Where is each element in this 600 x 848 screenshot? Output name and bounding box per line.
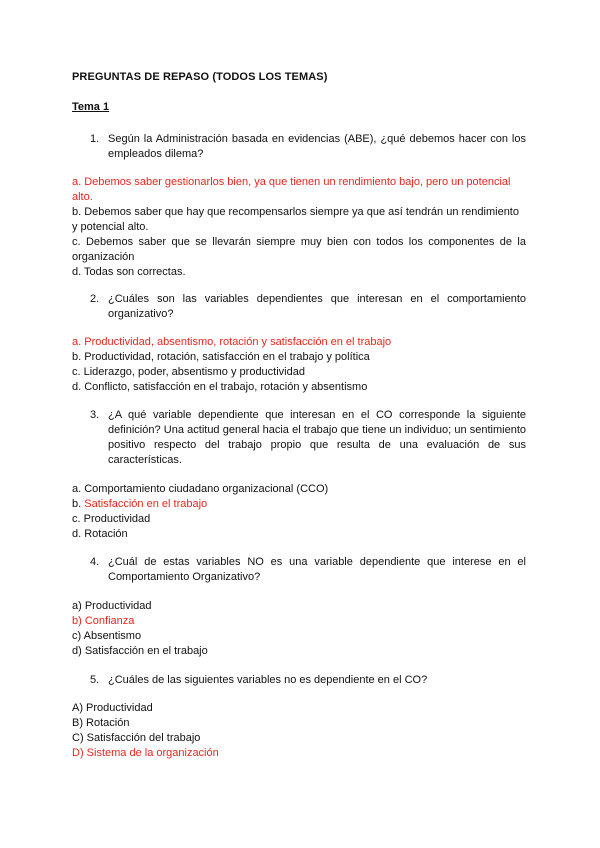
option-correct: a. Productividad, absentismo, rotación y satisfacción en el trabajo [72, 336, 392, 348]
options-1 [72, 175, 526, 280]
question-3 [72, 408, 526, 468]
option: b. Debemos saber que hay que recompensarlos siempre ya que así tendrán un rendimiento y potencial alto. [72, 206, 519, 233]
option-prefix: b. [72, 498, 85, 510]
option: B) Rotación [72, 717, 130, 729]
option-correct: b) Confianza [72, 615, 135, 627]
question-1 [72, 132, 526, 162]
question-4 [72, 555, 526, 585]
document-title: PREGUNTAS DE REPASO (TODOS LOS TEMAS) [72, 71, 328, 83]
option: d) Satisfacción en el trabajo [72, 645, 208, 657]
question-text: ¿A qué variable dependiente que interesan en el CO corresponde la siguiente definición? Una actitud general hacia el trabajo que tiene un individuo; un sentimiento positivo respecto del trabajo propio que resulta de una evaluación de sus características. [108, 409, 526, 466]
option: a. Comportamiento ciudadano organizacional (CCO) [72, 483, 329, 495]
option: c. Liderazgo, poder, absentismo y productividad [72, 366, 305, 378]
option: b. Productividad, rotación, satisfacción en el trabajo y política [72, 351, 370, 363]
question-text: Según la Administración basada en evidencias (ABE), ¿qué debemos hacer con los empleados dilema? [108, 133, 526, 160]
options-3 [72, 482, 526, 542]
option-correct: a. Debemos saber gestionarlos bien, ya que tienen un rendimiento bajo, pero un potencial alto. [72, 176, 511, 203]
question-number: 3. [90, 409, 100, 421]
option: d. Todas son correctas. [72, 266, 186, 278]
option: a) Productividad [72, 600, 152, 612]
option: c. Debemos saber que se llevarán siempre muy bien con todos los componentes de la organización [72, 236, 526, 263]
options-2 [72, 335, 526, 395]
option-correct: D) Sistema de la organización [72, 747, 219, 759]
option: c) Absentismo [72, 630, 142, 642]
question-text: ¿Cuáles de las siguientes variables no es dependiente en el CO? [108, 674, 428, 686]
topic-heading: Tema 1 [72, 101, 110, 113]
question-number: 2. [90, 293, 100, 305]
question-number: 4. [90, 556, 100, 568]
question-5 [72, 673, 526, 688]
option: C) Satisfacción del trabajo [72, 732, 201, 744]
question-2 [72, 292, 526, 322]
options-5 [72, 701, 526, 761]
option: d. Conflicto, satisfacción en el trabajo, rotación y absentismo [72, 381, 368, 393]
options-4 [72, 599, 526, 659]
question-number: 5. [90, 674, 100, 686]
question-text: ¿Cuáles son las variables dependientes que interesan en el comportamiento organizativo? [108, 293, 526, 320]
option: c. Productividad [72, 513, 151, 525]
option-correct: Satisfacción en el trabajo [84, 498, 208, 510]
option: A) Productividad [72, 702, 153, 714]
question-number: 1. [90, 133, 100, 145]
question-text: ¿Cuál de estas variables NO es una variable dependiente que interese en el Comportamiento Organizativo? [108, 556, 526, 583]
option: d. Rotación [72, 528, 128, 540]
option-b [72, 497, 526, 512]
